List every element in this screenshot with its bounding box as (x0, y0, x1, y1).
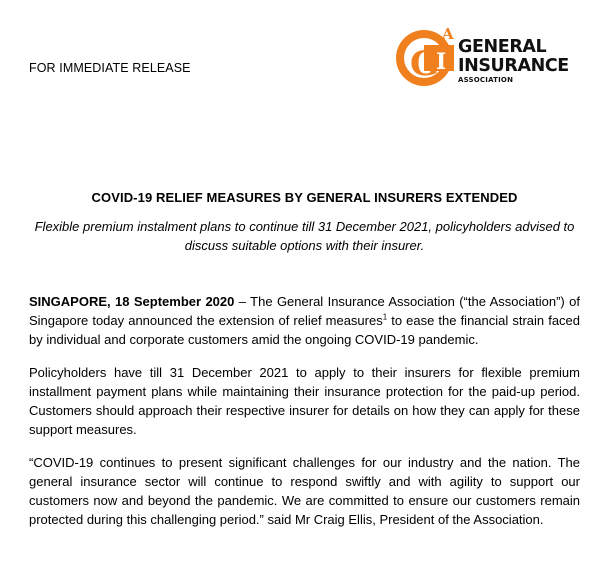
logo-line-general: GENERAL (458, 37, 547, 57)
paragraph-2: Policyholders have till 31 December 2021 to apply to their insurers for flexible premium installment payment plans while maintaining their insurance protection for the paid-up period. Customers should approach their respective insurer for details on how they can apply for these support measures. (29, 365, 580, 437)
document-subtitle: Flexible premium instalment plans to continue till 31 December 2021, policyholders advised to discuss suitable options with their insurer. (34, 219, 575, 253)
paragraph-1 (29, 292, 580, 349)
paragraph-1-text-a: – The General Insurance Association (“the Association”) of Singapore today announced the extension of relief measures (29, 294, 580, 328)
logo-line-insurance: INSURANCE (458, 55, 569, 76)
logo-initial-g: G (410, 44, 440, 84)
gia-emblem-icon (394, 20, 458, 94)
paragraph-3: “COVID-19 continues to present significant challenges for our industry and the nation. The general insurance sector will continue to respond swiftly and with agility to support our customers now and beyond the pandemic. We are committed to ensure our customers remain protected during this challenging period.” said Mr Craig Ellis, President of the Association. (29, 455, 580, 527)
paragraph-1-text-b: to ease the financial strain faced by individual and corporate customers amid the ongoing COVID-19 pandemic. (29, 313, 581, 347)
dateline: SINGAPORE, 18 September 2020 (29, 294, 235, 309)
logo-wordmark (458, 39, 569, 84)
gia-logo (394, 20, 584, 94)
logo-initial-a: A (442, 25, 454, 43)
logo-initial-i: I (436, 49, 447, 75)
footnote-ref: 1 (382, 312, 388, 322)
release-label: FOR IMMEDIATE RELEASE (29, 61, 191, 75)
logo-line-association: ASSOCIATION (458, 76, 514, 84)
document-title: COVID-19 RELIEF MEASURES BY GENERAL INSURERS EXTENDED (91, 190, 518, 205)
